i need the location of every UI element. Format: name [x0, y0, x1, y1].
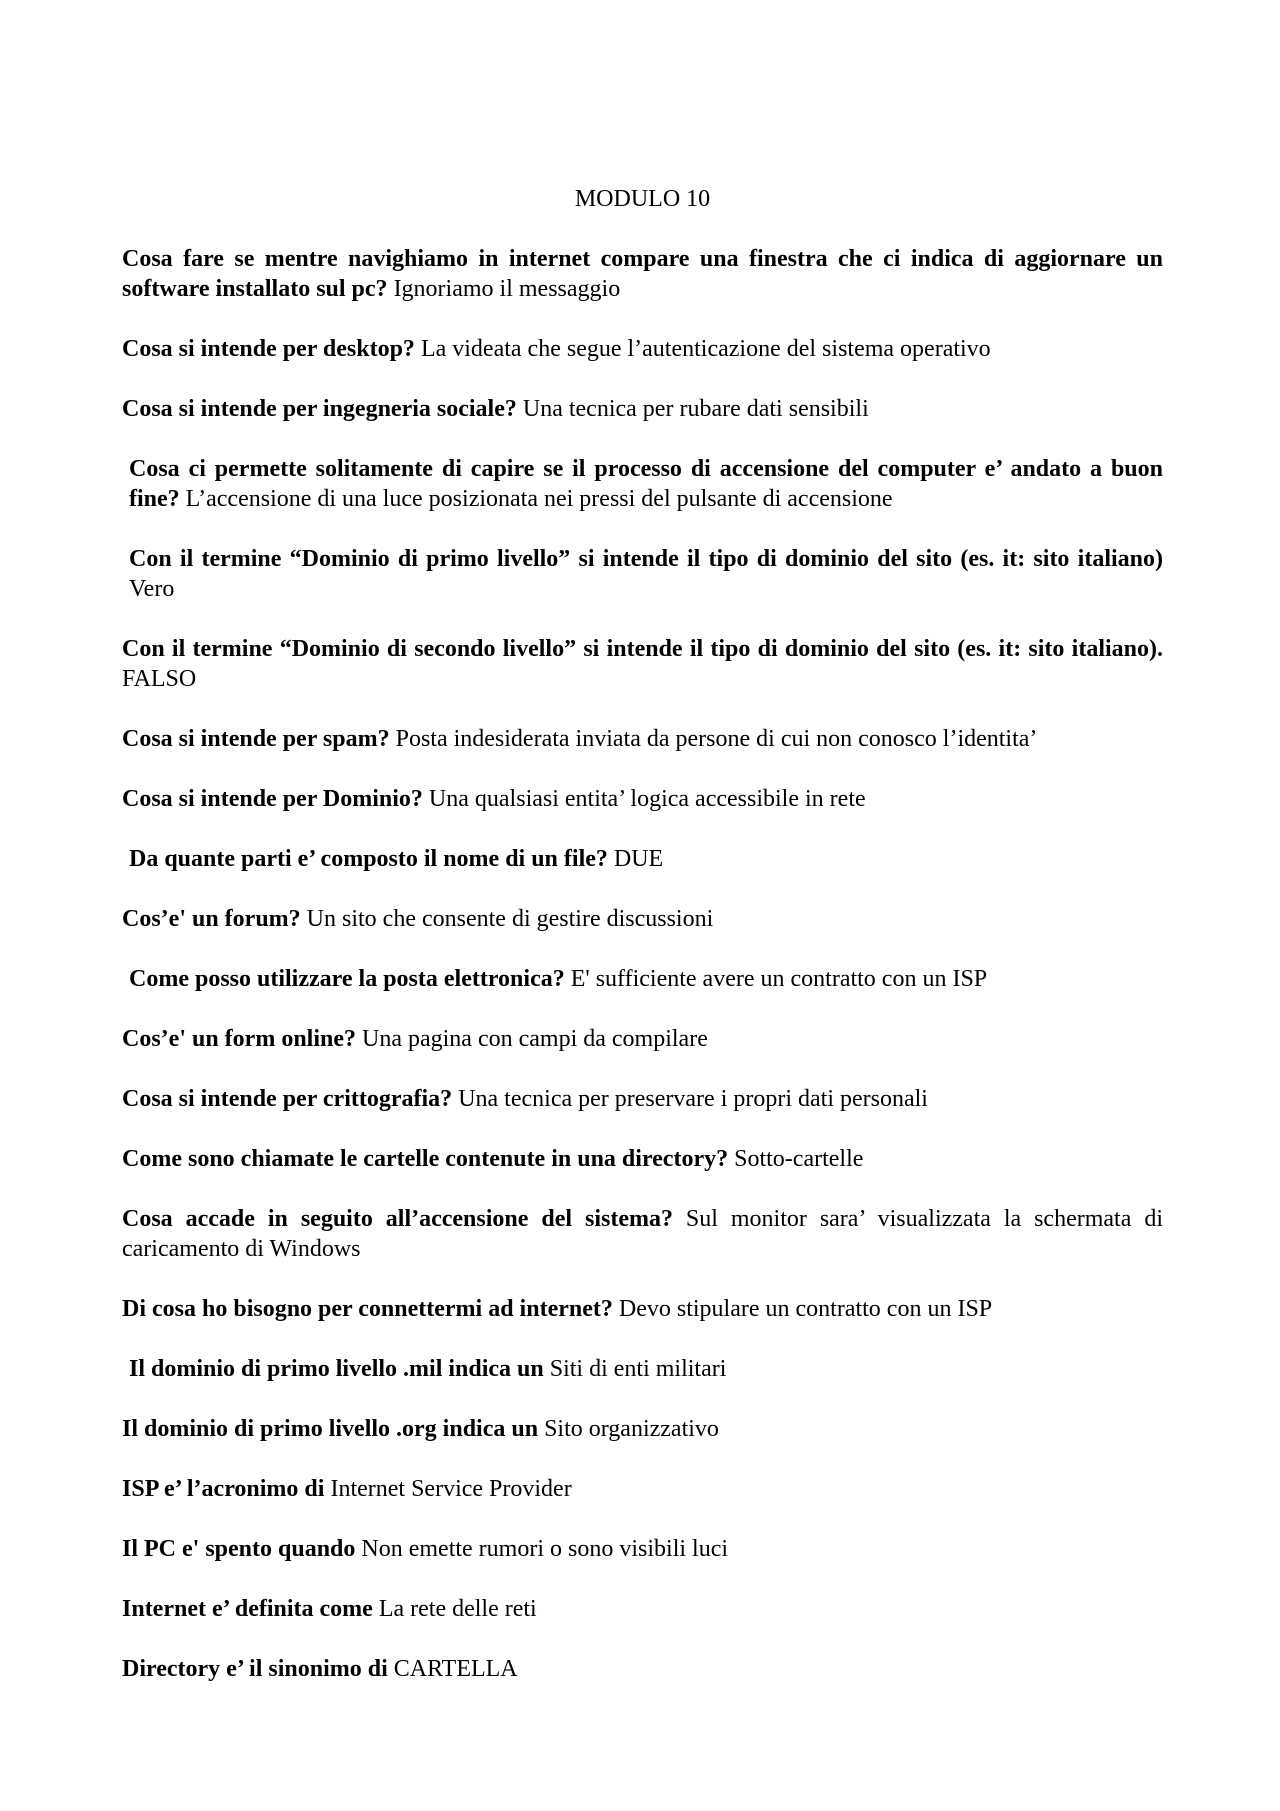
qa-item: [122, 1144, 1163, 1174]
answer-text: Ignoriamo il messaggio: [387, 276, 621, 302]
question-text: Come posso utilizzare la posta elettronica?: [129, 966, 565, 992]
answer-text: Posta indesiderata inviata da persone di cui non conosco l’identita’: [389, 726, 1038, 752]
qa-item: [122, 394, 1163, 424]
qa-item: [122, 904, 1163, 934]
question-text: Cosa si intende per spam?: [122, 726, 390, 752]
qa-item: [122, 1594, 1163, 1624]
qa-item: [122, 844, 1163, 874]
question-text: Con il termine “Dominio di primo livello” si intende il tipo di dominio del sito (es. it: sito italiano): [129, 546, 1163, 572]
answer-text: Internet Service Provider: [324, 1476, 572, 1502]
answer-text: L’accensione di una luce posizionata nei pressi del pulsante di accensione: [179, 486, 893, 512]
qa-item: [122, 1024, 1163, 1054]
answer-text: Un sito che consente di gestire discussioni: [300, 906, 714, 932]
question-text: Con il termine “Dominio di secondo livello” si intende il tipo di dominio del sito (es. it: sito italiano).: [122, 636, 1163, 662]
answer-text: Sito organizzativo: [538, 1416, 719, 1442]
page-title: MODULO 10: [574, 186, 711, 212]
question-text: Da quante parti e’ composto il nome di un file?: [129, 846, 608, 872]
answer-text: La videata che segue l’autenticazione del sistema operativo: [414, 336, 991, 362]
question-text: Il dominio di primo livello .mil indica un: [129, 1356, 544, 1382]
question-text: Di cosa ho bisogno per connettermi ad internet?: [122, 1296, 613, 1322]
question-text: Directory e’ il sinonimo di: [122, 1656, 388, 1682]
answer-text: Sotto-cartelle: [728, 1146, 864, 1172]
qa-item: [122, 634, 1163, 694]
document-page: [122, 184, 1163, 1714]
question-text: Internet e’ definita come: [122, 1596, 373, 1622]
answer-text: Una tecnica per preservare i propri dati personali: [452, 1086, 928, 1112]
qa-item: [122, 1354, 1163, 1384]
qa-item: [122, 454, 1163, 514]
qa-item: [122, 964, 1163, 994]
question-text: Cosa fare se mentre navighiamo in internet compare una finestra che ci indica di aggiornare un software installato sul pc?: [122, 246, 1163, 302]
qa-item: [122, 1084, 1163, 1114]
qa-item: [122, 334, 1163, 364]
answer-text: Sul monitor sara’ visualizzata la schermata di caricamento di Windows: [122, 1206, 1163, 1262]
qa-item: [122, 724, 1163, 754]
question-text: Il dominio di primo livello .org indica un: [122, 1416, 539, 1442]
answer-text: Vero: [129, 576, 175, 602]
answer-text: FALSO: [122, 666, 197, 692]
question-text: Cosa si intende per Dominio?: [122, 786, 423, 812]
answer-text: Una tecnica per rubare dati sensibili: [516, 396, 869, 422]
question-text: Cosa accade in seguito all’accensione del sistema?: [122, 1206, 673, 1232]
question-text: Il PC e' spento quando: [122, 1536, 356, 1562]
qa-item: [122, 1204, 1163, 1264]
question-text: Cosa si intende per ingegneria sociale?: [122, 396, 517, 422]
answer-text: Devo stipulare un contratto con un ISP: [612, 1296, 993, 1322]
answer-text: DUE: [607, 846, 664, 872]
answer-text: CARTELLA: [387, 1656, 518, 1682]
qa-item: [122, 544, 1163, 604]
answer-text: Una qualsiasi entita’ logica accessibile in rete: [422, 786, 866, 812]
question-text: ISP e’ l’acronimo di: [122, 1476, 325, 1502]
answer-text: Non emette rumori o sono visibili luci: [355, 1536, 729, 1562]
qa-item: [122, 1474, 1163, 1504]
answer-text: Siti di enti militari: [543, 1356, 727, 1382]
question-text: Cosa si intende per crittografia?: [122, 1086, 453, 1112]
qa-item: [122, 784, 1163, 814]
question-text: Cosa si intende per desktop?: [122, 336, 415, 362]
answer-text: Una pagina con campi da compilare: [356, 1026, 708, 1052]
qa-item: [122, 1654, 1163, 1684]
qa-item: [122, 1534, 1163, 1564]
qa-item: [122, 1414, 1163, 1444]
answer-text: La rete delle reti: [372, 1596, 537, 1622]
question-text: Cosa ci permette solitamente di capire se il processo di accensione del computer e’ andato a buon fine?: [129, 456, 1163, 512]
question-text: Cos’e' un form online?: [122, 1026, 356, 1052]
qa-item: [122, 1294, 1163, 1324]
qa-item: [122, 244, 1163, 304]
question-text: Come sono chiamate le cartelle contenute in una directory?: [122, 1146, 729, 1172]
answer-text: E' sufficiente avere un contratto con un ISP: [564, 966, 988, 992]
question-text: Cos’e' un forum?: [122, 906, 301, 932]
